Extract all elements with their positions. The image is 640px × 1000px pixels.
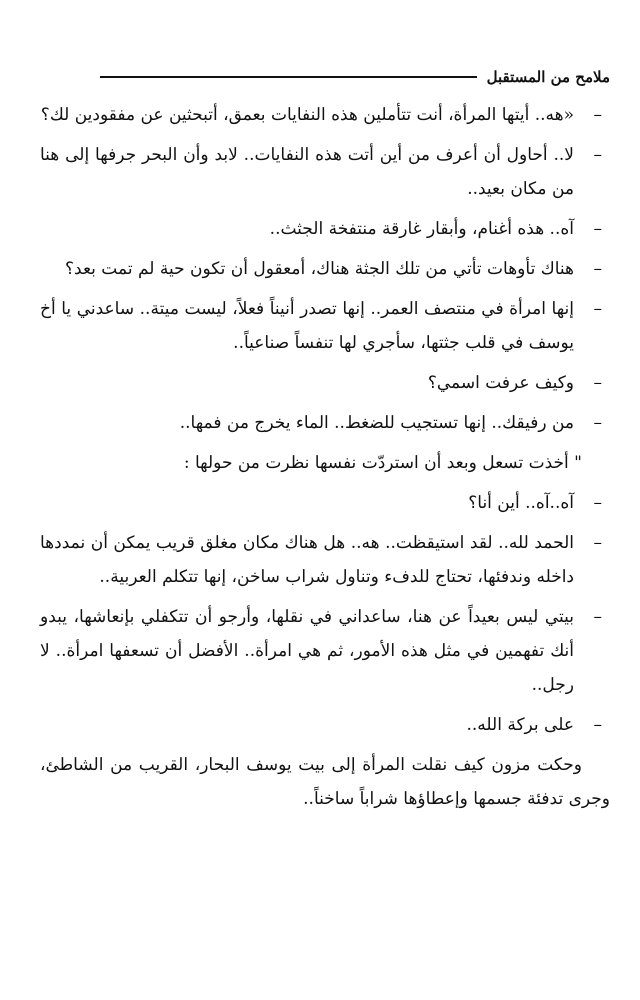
dialog-text: وكيف عرفت اسمي؟ (427, 373, 574, 393)
narrative-paragraph: وحكت مزون كيف نقلت المرأة إلى بيت يوسف البحار، القريب من الشاطئ، وجرى تدفئة جسمها وإعطاؤها شراباً ساخناً.. (40, 755, 610, 809)
dialog-text: لا.. أحاول أن أعرف من أين أتت هذه النفايات.. لابد وأن البحر جرفها إلى هنا من مكان بعيد.. (40, 145, 574, 199)
dialog-dash: – (593, 145, 602, 165)
dialog-dash: – (593, 493, 602, 513)
dialog-dash: – (593, 607, 602, 627)
header-rule (100, 76, 477, 78)
dialog-text: آه.. هذه أغنام، وأبقار غارقة منتفخة الجثث.. (269, 219, 574, 239)
dialog-text: آه..آه.. أين أنا؟ (468, 493, 574, 513)
dialog-dash: – (593, 373, 602, 393)
dialog-text: إنها امرأة في منتصف العمر.. إنها تصدر أنيناً فعلاً، ليست ميتة.. ساعدني يا أخ يوسف في قلب جثتها، سأجري لها تنفساً صناعياً.. (40, 299, 574, 353)
dialog-text: هناك تأوهات تأتي من تلك الجثة هناك، أمعقول أن تكون حية لم تمت بعد؟ (65, 259, 574, 279)
dialog-line (40, 406, 610, 440)
dialog-line (40, 600, 610, 702)
dialog-text: من رفيقك.. إنها تستجيب للضغط.. الماء يخرج من فمها.. (179, 413, 574, 433)
dialog-text: الحمد لله.. لقد استيقظت.. هه.. هل هناك مكان مغلق قريب يمكن أن نمددها داخله وندفئها، تحتاج للدفء وتناول شراب ساخن، إنها تتكلم العربية.. (40, 533, 574, 587)
dialog-dash: – (593, 219, 602, 239)
dialog-line (40, 252, 610, 286)
dialog-line (40, 212, 610, 246)
dialog-dash: – (593, 299, 602, 319)
dialog-line (40, 486, 610, 520)
dialog-line (40, 366, 610, 400)
dialog-text: بيتي ليس بعيداً عن هنا، ساعداني في نقلها، وأرجو أن تتكفلي بإنعاشها، يبدو أنك تفهمين في مثل هذه الأمور، ثم هي امرأة.. الأفضل أن تسعفها امرأة.. لا رجل.. (40, 607, 574, 695)
page-body (40, 98, 610, 822)
dialog-text: «هه.. أيتها المرأة، أنت تتأملين هذه النفايات بعمق، أتبحثين عن مفقودين لك؟ (40, 105, 574, 125)
dialog-dash: – (593, 105, 602, 125)
dialog-line (40, 526, 610, 594)
dialog-dash: – (593, 533, 602, 553)
dialog-line (40, 138, 610, 206)
dialog-dash: – (593, 413, 602, 433)
dialog-text: على بركة الله.. (466, 715, 574, 735)
dialog-dash: – (593, 259, 602, 279)
header-title: ملامح من المستقبل (486, 68, 610, 86)
narration-quote: " أخذت تسعل وبعد أن استردّت نفسها نظرت من حولها : (183, 453, 582, 473)
dialog-line (40, 708, 610, 742)
running-header (100, 62, 610, 92)
dialog-line (40, 292, 610, 360)
dialog-dash: – (593, 715, 602, 735)
dialog-line (40, 98, 610, 132)
